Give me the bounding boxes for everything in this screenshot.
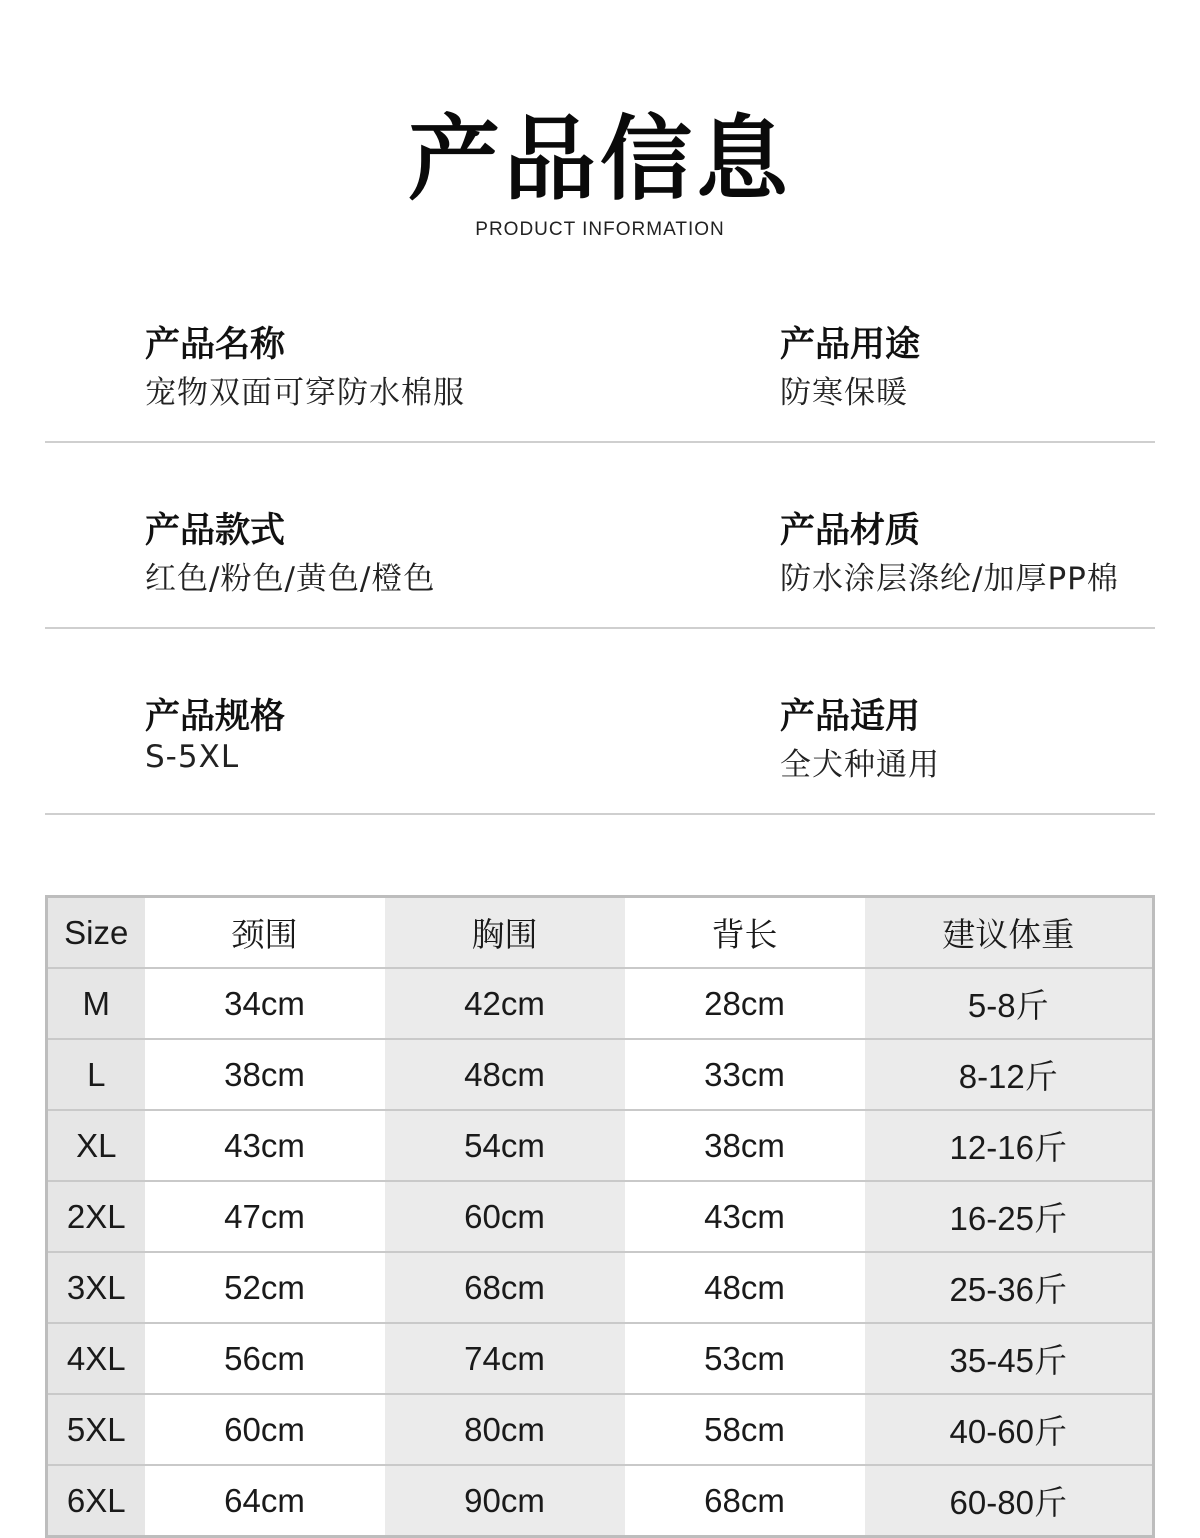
cell-chest: 42cm	[385, 968, 625, 1039]
header-weight: 建议体重	[865, 897, 1154, 969]
cell-chest: 90cm	[385, 1465, 625, 1537]
info-value: S-5XL	[145, 739, 240, 775]
info-label: 产品款式	[145, 511, 286, 551]
cell-chest: 60cm	[385, 1181, 625, 1252]
header-chest: 胸围	[385, 897, 625, 969]
info-label: 产品材质	[780, 511, 921, 551]
header-neck: 颈围	[145, 897, 385, 969]
cell-size: XL	[47, 1110, 145, 1181]
table-header-row	[47, 897, 1154, 969]
info-label: 产品名称	[145, 325, 286, 365]
cell-size: L	[47, 1039, 145, 1110]
cell-back-length: 68cm	[625, 1465, 865, 1537]
cell-size: M	[47, 968, 145, 1039]
cell-back-length: 38cm	[625, 1110, 865, 1181]
cell-size: 3XL	[47, 1252, 145, 1323]
table-row	[47, 1039, 1154, 1110]
cell-size: 2XL	[47, 1181, 145, 1252]
cell-back-length: 28cm	[625, 968, 865, 1039]
info-row-1	[45, 257, 1155, 443]
cell-back-length: 43cm	[625, 1181, 865, 1252]
cell-weight: 25-36斤	[865, 1252, 1154, 1323]
cell-neck: 38cm	[145, 1039, 385, 1110]
cell-chest: 48cm	[385, 1039, 625, 1110]
header-size: Size	[47, 897, 145, 969]
header-back-length: 背长	[625, 897, 865, 969]
cell-neck: 56cm	[145, 1323, 385, 1394]
info-value: 防水涂层涤纶/加厚PP棉	[780, 561, 1119, 597]
cell-neck: 64cm	[145, 1465, 385, 1537]
cell-weight: 12-16斤	[865, 1110, 1154, 1181]
cell-weight: 16-25斤	[865, 1181, 1154, 1252]
cell-size: 5XL	[47, 1394, 145, 1465]
info-label: 产品用途	[780, 325, 921, 365]
cell-weight: 40-60斤	[865, 1394, 1154, 1465]
cell-back-length: 33cm	[625, 1039, 865, 1110]
cell-chest: 80cm	[385, 1394, 625, 1465]
cell-neck: 52cm	[145, 1252, 385, 1323]
info-label: 产品规格	[145, 697, 286, 737]
table-row	[47, 968, 1154, 1039]
cell-back-length: 53cm	[625, 1323, 865, 1394]
info-value: 红色/粉色/黄色/橙色	[145, 561, 436, 597]
table-row	[47, 1252, 1154, 1323]
size-chart-table	[45, 895, 1155, 1538]
cell-weight: 8-12斤	[865, 1039, 1154, 1110]
page-title: 产品信息	[407, 106, 792, 213]
info-label: 产品适用	[780, 697, 921, 737]
cell-size: 4XL	[47, 1323, 145, 1394]
table-row	[47, 1323, 1154, 1394]
cell-back-length: 58cm	[625, 1394, 865, 1465]
info-value: 防寒保暖	[780, 375, 908, 411]
info-row-2	[45, 443, 1155, 629]
cell-chest: 74cm	[385, 1323, 625, 1394]
cell-chest: 54cm	[385, 1110, 625, 1181]
cell-weight: 35-45斤	[865, 1323, 1154, 1394]
cell-neck: 34cm	[145, 968, 385, 1039]
page-subtitle: PRODUCT INFORMATION	[475, 219, 725, 240]
info-value: 全犬种通用	[780, 747, 940, 783]
cell-weight: 5-8斤	[865, 968, 1154, 1039]
cell-neck: 60cm	[145, 1394, 385, 1465]
cell-neck: 43cm	[145, 1110, 385, 1181]
cell-neck: 47cm	[145, 1181, 385, 1252]
table-row	[47, 1110, 1154, 1181]
table-row	[47, 1181, 1154, 1252]
cell-weight: 60-80斤	[865, 1465, 1154, 1537]
cell-back-length: 48cm	[625, 1252, 865, 1323]
info-value: 宠物双面可穿防水棉服	[145, 375, 465, 411]
info-row-3	[45, 629, 1155, 815]
table-row	[47, 1394, 1154, 1465]
cell-chest: 68cm	[385, 1252, 625, 1323]
cell-size: 6XL	[47, 1465, 145, 1537]
table-row	[47, 1465, 1154, 1537]
